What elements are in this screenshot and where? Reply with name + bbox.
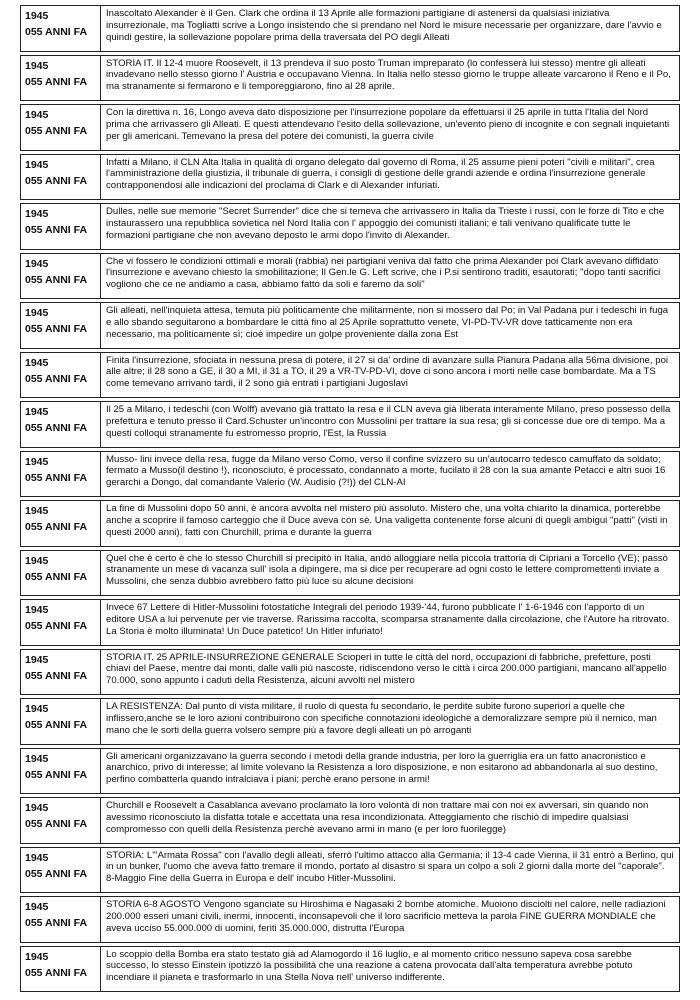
entry-year: 1945 <box>25 356 49 369</box>
entry-years-ago: 055 ANNI FA <box>25 125 88 138</box>
entry-text: Gli alleati, nell'inquieta attesa, temuta più politicamente che militarmente, non si mossero dal Po; in Val Padana pur i tedeschi in fuga e allo sbando seguitarono a bombardare le città fino al 25 Aprile soprattutto venete, VI-PD-TV-VR dove tatticamente non era necessario, ma politicamente sì; cioè impedire un golpe proveniente dalla zona Est <box>106 305 669 340</box>
entry-tag <box>21 105 101 150</box>
entry-years-ago: 055 ANNI FA <box>25 521 88 534</box>
entry-years-ago: 055 ANNI FA <box>25 620 88 633</box>
entry-row <box>20 649 680 696</box>
entry-text: Che vi fossero le condizioni ottimali e morali (rabbia) nei partigiani veniva dal fatto che prima Alexander poi Clark avevano diffidato l'insurrezione e avevano chiesto la smobilitazione; Il Gen.le G. Left scrive, che i P.si sentirono traditi, esautorati; "dopo tanti sacrifici vogliono che ce ne andiamo a casa, abbiamo fatto da soli e faremo da soli" <box>106 255 661 291</box>
entry-row <box>20 797 680 844</box>
entry-text: STORIA IT. 25 APRILE-INSURREZIONE GENERALE Scioperi in tutte le città del nord, occupazioni di fabbriche, prefetture, posti chiavi del Paese, mentre dai monti, dalle valli più nascoste, ridiscendono verso le città i circa 200.000 partigiani, mancano all'appello 70.000, sono appunto i caduti della Resistenza, alcuni avvolti nel mistero <box>106 651 667 687</box>
entry-row <box>20 698 680 745</box>
entry-tag <box>21 749 101 794</box>
entry-text: Quel che è certo è che lo stesso Churchill si precipitò in Italia, andò alloggiare nella piccola trattoria di Cipriani a Torcello (VE); passò stranamente un mese di vacanza sull' isola a dipingere, ma si dice per recuperare ad ogni costo le lettere compromettenti inviate a Mussolini, che senza dubbio avrebbero fatto più luce su alcune decisioni <box>106 552 668 588</box>
entry-years-ago: 055 ANNI FA <box>25 224 88 237</box>
entry-year: 1945 <box>25 703 49 715</box>
entry-row <box>20 748 680 795</box>
entry-years-ago: 055 ANNI FA <box>25 323 88 336</box>
entry-tag <box>21 501 101 546</box>
entry-row <box>20 599 680 646</box>
entry-row <box>20 352 680 399</box>
entry-tag <box>21 155 101 200</box>
entry-row <box>20 104 680 151</box>
entry-year: 1945 <box>25 851 49 864</box>
entry-tag <box>21 254 101 299</box>
entry-text: La fine di Mussolini dopo 50 anni, è ancora avvolta nel mistero più assoluto. Mistero che, una volta chiarito la dinamica, porterebbe anche a scoprire il famoso carteggio che il Duce aveva con sè. Una valigetta contenente forse alcuni di quegli ambigui "patti" (visti in questi 2000 anni), fatti con Churchill, prima e durante la guerra <box>106 503 668 538</box>
entry-text: Finita l'insurrezione, sfociata in nessuna presa di potere, il 27 si da' ordine di avanzare sulla Pianura Padana alla 56ma divisione, poi alle altre; il 28 sono a GE, il 30 a MI, il 31 a TO, il 29 a VR-TV-PD-VI, dove ci sono ancora i morti nelle case bombardate. Ma a TS come temevano arrivano tardi, il 2 sono già entrati i partigiani Jugoslavi <box>106 354 669 390</box>
entry-row <box>20 253 680 300</box>
entry-year: 1945 <box>25 59 49 72</box>
entry-text: LA RESISTENZA: Dal punto di vista militare, il ruolo di questa fu secondario, le perdite subite furono superiori a quelle che inflissero,anche se le loro azioni contribuirono con specifiche connotazioni ideologiche a demoralizzare sempre più il nemico, man mano che le sorti della guerra volsero sempre più a favore degli alleati un pò arroganti <box>106 701 657 736</box>
entry-years-ago: 055 ANNI FA <box>25 372 88 385</box>
entry-year: 1945 <box>25 950 49 963</box>
entry-tag <box>21 56 101 101</box>
entry-years-ago: 055 ANNI FA <box>25 669 88 682</box>
entry-years-ago: 055 ANNI FA <box>25 422 88 435</box>
entry-year: 1945 <box>25 455 49 468</box>
entry-years-ago: 055 ANNI FA <box>25 966 88 979</box>
timeline-sheet <box>20 5 680 995</box>
entry-years-ago: 055 ANNI FA <box>25 768 88 781</box>
entry-row <box>20 302 680 349</box>
entry-row <box>20 154 680 201</box>
entry-row <box>20 500 680 547</box>
entry-tag <box>21 353 101 398</box>
entry-text: Musso- lini invece della resa, fugge da Milano verso Como, verso il confine svizzero su un'autocarro tedesco camuffato da soldato; fermato a Musso(il destino !), riconosciuto, è processato, condannato a morte, fucilato il 28 con la sua amante Petacci e altri suoi 16 gerarchi a Dongo, dal comandante Valerio (W. Audisio (?!)) del CLN-AI <box>106 453 666 489</box>
entry-tag <box>21 6 101 51</box>
entry-tag <box>21 303 101 348</box>
entry-text: Lo scoppio della Bomba era stato testato già ad Alamogordo il 16 luglio, e al momento critico nessuno sapeva cosa sarebbe successo, lo stesso Einstein ipotizzò la possibilità che una reazione a catena provocata dall'alta temperatura avrebbe potuto incendiare il pianeta e trasformarlo in una Stella Nova nell' universo indifferente. <box>106 948 633 984</box>
entry-tag <box>21 600 101 645</box>
entry-text: STORIA: L'"Armata Rossa" con l'avallo degli alleati, sferrò l'ultimo attacco alla Germania; il 13-4 cade Vienna, il 31 entrò a Berlino, qui in un bunker, l'uomo che aveva fatto tremare il mondo, portato al disastro si spara un colpo a soli 2 giorni dalla morte del "caporale". 8-Maggio Fine della Guerra in Europa e dell' incubo Hitler-Mussolini. <box>106 849 674 885</box>
entry-year: 1945 <box>25 406 49 418</box>
entry-year: 1945 <box>25 257 49 270</box>
entry-row <box>20 946 680 993</box>
entry-text: Dulles, nelle sue memorie "Secret Surrender" dice che si temeva che arrivassero in Italia da Trieste i russi, con le forze di Tito e che instaurassero una repubblica sovietica nel Nord Italia con l' appoggio dei comunisti italiani; e tali venivano qualificate tutte le formazioni partigiane che non avevano deposto le armi dopo l'invito di Alexander. <box>106 206 665 241</box>
entry-years-ago: 055 ANNI FA <box>25 818 88 831</box>
entry-year: 1945 <box>25 653 49 666</box>
entry-years-ago: 055 ANNI FA <box>25 719 88 732</box>
entry-years-ago: 055 ANNI FA <box>25 917 88 930</box>
entry-year: 1945 <box>25 554 49 567</box>
entry-text: Inascoltato Alexander è il Gen. Clark che ordina il 13 Aprile alle formazioni partigiane di astenersi da qualsiasi iniziativa insurrezionale, ma Togliatti scrive a Longo insistendo che si prendano nel Nord le misure necessarie per organizzare, dare l'avvio e quindi gestire, la sollevazione popolare prima della traversata del PO degli Alleati <box>106 8 662 43</box>
entry-tag <box>21 452 101 497</box>
entry-year: 1945 <box>25 109 49 121</box>
entry-row <box>20 5 680 52</box>
entry-row <box>20 896 680 943</box>
entry-tag <box>21 699 101 744</box>
entry-year: 1945 <box>25 10 49 22</box>
entry-text: STORIA IT. Il 12-4 muore Roosevelt, il 13 prendeva il suo posto Truman impreparato (lo confesserà lui stesso) mentre gli alleati invadevano nello stesso giorno l' Austria e occupavano Vienna. In Italia nello stesso giorno le truppe alleate varcarono il Reno e il Po, ma stranamente si fermarono e li temporeggiarono, fino al 28 aprile. <box>106 57 671 93</box>
entry-text: Gli americani organizzavano la guerra secondo i metodi della grande industria, per loro la guerriglia era un fatto anacronistico e anarchico, privo di interesse; al limite volevano la Resistenza a loro disposizione, e non esitarono ad abbandonarla al suo destino, perfino combatterla quando intralciava i piani; perchè erano persone in armi! <box>106 750 658 786</box>
entry-tag <box>21 551 101 596</box>
entry-year: 1945 <box>25 752 49 765</box>
entry-tag <box>21 650 101 695</box>
entry-year: 1945 <box>25 208 49 220</box>
entry-tag <box>21 798 101 843</box>
entry-years-ago: 055 ANNI FA <box>25 174 88 187</box>
entry-tag <box>21 947 101 992</box>
entry-row <box>20 203 680 250</box>
entry-year: 1945 <box>25 158 49 171</box>
entry-tag <box>21 848 101 893</box>
entry-tag <box>21 402 101 447</box>
entry-text: Invece 67 Lettere di Hitler-Mussolini fotostatiche Integrali del periodo 1939-'44, furono pubblicate l' 1-6-1946 con l'apporto di un editore USA a lui pervenute per vie traverse. Rarissima raccolta, scomparsa stranamente dalla circolazione, che l'Autore ha ritrovato. La Storia è molto illuminata! Un Duce patetico! Un Hitler infuriato! <box>106 602 670 637</box>
entry-row <box>20 550 680 597</box>
entry-text: Infatti a Milano, il CLN Alta Italia in qualità di organo delegato dal governo di Roma, il 25 assume pieni poteri "civili e militari", crea l'amministrazione della giustizia, il tribunale di guerra, i consigli di gestione delle grandi aziende e ordina l'insurrezione generale contrapponendosi alle indicazioni del proclama di Clark e di Alexander infuriati. <box>106 156 655 192</box>
entry-year: 1945 <box>25 505 49 517</box>
entry-year: 1945 <box>25 604 49 616</box>
entry-tag <box>21 204 101 249</box>
entry-text: Churchill e Roosevelt a Casablanca avevano proclamato la loro volontà di non trattare mai con noi ex avversari, sin quando non avessimo riconosciuto la disfatta totale e accettata una resa incondizionata. Atteggiamento che rischiò di impedire qualsiasi compromesso con quelli della Resistenza perchè avevano armi in mano (e per loro fuorilegge) <box>106 800 649 835</box>
entry-years-ago: 055 ANNI FA <box>25 75 88 88</box>
entry-year: 1945 <box>25 901 49 913</box>
entry-row <box>20 847 680 894</box>
entry-text: Il 25 a Milano, i tedeschi (con Wolff) avevano già trattato la resa e il CLN aveva già liberata interamente Milano, preso possesso della prefettura e tenuto presso il Card.Schuster un'incontro con Mussolini per trattare la sua resa; gli si concesse due ore di tempo. Ma a questi colloqui stranamente fu estromesso proprio, l'Est, la Russia <box>106 404 671 439</box>
entry-year: 1945 <box>25 307 49 319</box>
entry-text: STORIA 6-8 AGOSTO Vengono sganciate su Hiroshima e Nagasaki 2 bombe atomiche. Muoiono disciolti nel calore, nelle radiazioni 200.000 esseri umani civili, inermi, innocenti, inconsapevoli che il loro sacrificio metteva la parola FINE GUERRA MONDIALE che aveva ucciso 55.000.000 di uomini, feriti 35.000.000, distrutta l'Europa <box>106 899 666 934</box>
entry-years-ago: 055 ANNI FA <box>25 570 88 583</box>
entry-years-ago: 055 ANNI FA <box>25 273 88 286</box>
entry-row <box>20 55 680 102</box>
entry-years-ago: 055 ANNI FA <box>25 26 88 39</box>
entry-text: Con la direttiva n. 16, Longo aveva dato disposizione per l'insurrezione popolare da effettuarsi il 25 aprile in tutta l'Italia del Nord prima che arrivassero gli Alleati. E questi attendevano l'esito della sollevazione, un'evento pieno di incognite e con segnali inquietanti per gli americani. Temevano la presa del potere dei comunisti, la guerra civile <box>106 107 670 142</box>
entry-year: 1945 <box>25 802 49 814</box>
entry-row <box>20 401 680 448</box>
entry-years-ago: 055 ANNI FA <box>25 471 88 484</box>
entry-years-ago: 055 ANNI FA <box>25 867 88 880</box>
entry-tag <box>21 897 101 942</box>
entry-row <box>20 451 680 498</box>
